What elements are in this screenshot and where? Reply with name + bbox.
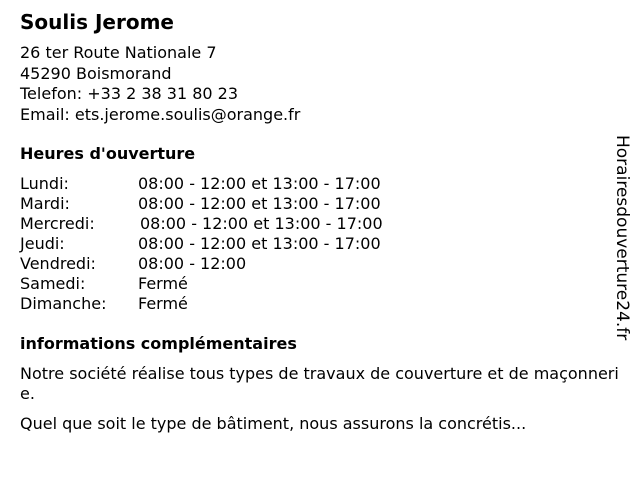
contact-block — [20, 43, 300, 125]
address-city: 45290 Boismorand — [20, 63, 172, 83]
info-heading: informations complémentaires — [20, 334, 297, 353]
day-hours: Fermé — [138, 294, 188, 313]
day-label: Lundi: — [20, 174, 69, 193]
day-hours: 08:00 - 12:00 et 13:00 - 17:00 — [138, 194, 381, 213]
day-hours: 08:00 - 12:00 — [138, 254, 247, 273]
day-hours: 08:00 - 12:00 et 13:00 - 17:00 — [140, 214, 383, 233]
day-hours: 08:00 - 12:00 et 13:00 - 17:00 — [138, 234, 381, 253]
hours-row-mercredi — [20, 214, 440, 234]
day-hours: Fermé — [138, 274, 188, 293]
hours-row-samedi — [20, 274, 440, 294]
site-watermark: Horairesdouverture24.fr — [612, 135, 632, 341]
hours-row-mardi — [20, 194, 440, 214]
day-label: Vendredi: — [20, 254, 96, 273]
hours-heading: Heures d'ouverture — [20, 144, 196, 163]
day-label: Mercredi: — [20, 214, 95, 233]
day-label: Samedi: — [20, 274, 86, 293]
hours-row-vendredi — [20, 254, 440, 274]
hours-row-lundi — [20, 174, 440, 194]
business-name: Soulis Jerome — [20, 10, 174, 34]
opening-hours-list — [20, 174, 440, 314]
description-paragraph-2: Quel que soit le type de bâtiment, nous assurons la concrétis... — [20, 414, 527, 433]
day-hours: 08:00 - 12:00 et 13:00 - 17:00 — [138, 174, 381, 193]
hours-row-jeudi — [20, 234, 440, 254]
business-description — [20, 364, 625, 434]
hours-row-dimanche — [20, 294, 440, 314]
email-address: Email: ets.jerome.soulis@orange.fr — [20, 104, 301, 124]
phone-number: Telefon: +33 2 38 31 80 23 — [20, 84, 239, 103]
day-label: Dimanche: — [20, 294, 107, 313]
address-street: 26 ter Route Nationale 7 — [20, 43, 217, 62]
description-paragraph-1: Notre société réalise tous types de travaux de couverture et de maçonnerie. — [20, 364, 619, 403]
day-label: Jeudi: — [20, 234, 65, 253]
day-label: Mardi: — [20, 194, 70, 213]
